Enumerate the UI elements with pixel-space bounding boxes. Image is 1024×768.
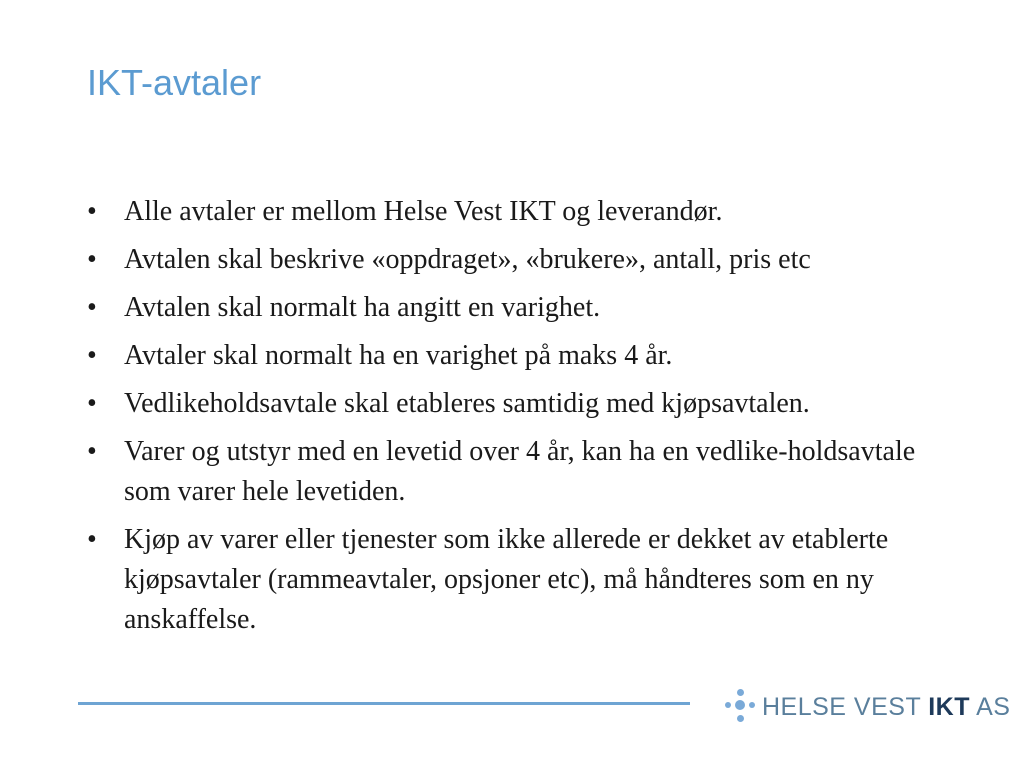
bullet-item [87,288,937,328]
bullet-icon: • [87,196,97,227]
logo-wordmark [762,693,1010,722]
bullet-icon: • [87,388,97,419]
bullet-item [87,432,937,512]
bullet-item [87,384,937,424]
bullet-item [87,192,937,232]
bullet-text: Avtaler skal normalt ha en varighet på maks 4 år. [124,340,673,371]
logo-dots-icon [722,688,762,726]
bullet-item [87,240,937,280]
bullet-icon: • [87,524,97,555]
bullet-icon: • [87,292,97,323]
bullet-item [87,520,937,640]
bullet-icon: • [87,340,97,371]
logo-text-suffix: AS [970,692,1011,721]
bullet-icon: • [87,244,97,275]
slide-title: IKT-avtaler [87,62,262,103]
bullet-text: Alle avtaler er mellom Helse Vest IKT og leverandør. [124,196,723,227]
bullet-text: Avtalen skal beskrive «oppdraget», «brukere», antall, pris etc [124,244,811,275]
logo-text-strong: IKT [928,692,970,721]
bullet-text: Avtalen skal normalt ha angitt en varighet. [124,292,601,323]
logo-text-prefix: HELSE VEST [762,692,929,721]
footer-divider [78,702,690,705]
bullet-icon: • [87,436,97,467]
bullet-text: Vedlikeholdsavtale skal etableres samtidig med kjøpsavtalen. [124,388,810,419]
bullet-list [87,192,937,648]
bullet-text: Kjøp av varer eller tjenester som ikke allerede er dekket av etablerte kjøpsavtaler (rammeavtaler, opsjoner etc), må håndteres som en ny anskaffelse. [124,524,889,635]
bullet-item [87,336,937,376]
company-logo [722,688,1010,726]
bullet-text: Varer og utstyr med en levetid over 4 år, kan ha en vedlike-holdsavtale som varer hele levetiden. [124,436,916,507]
